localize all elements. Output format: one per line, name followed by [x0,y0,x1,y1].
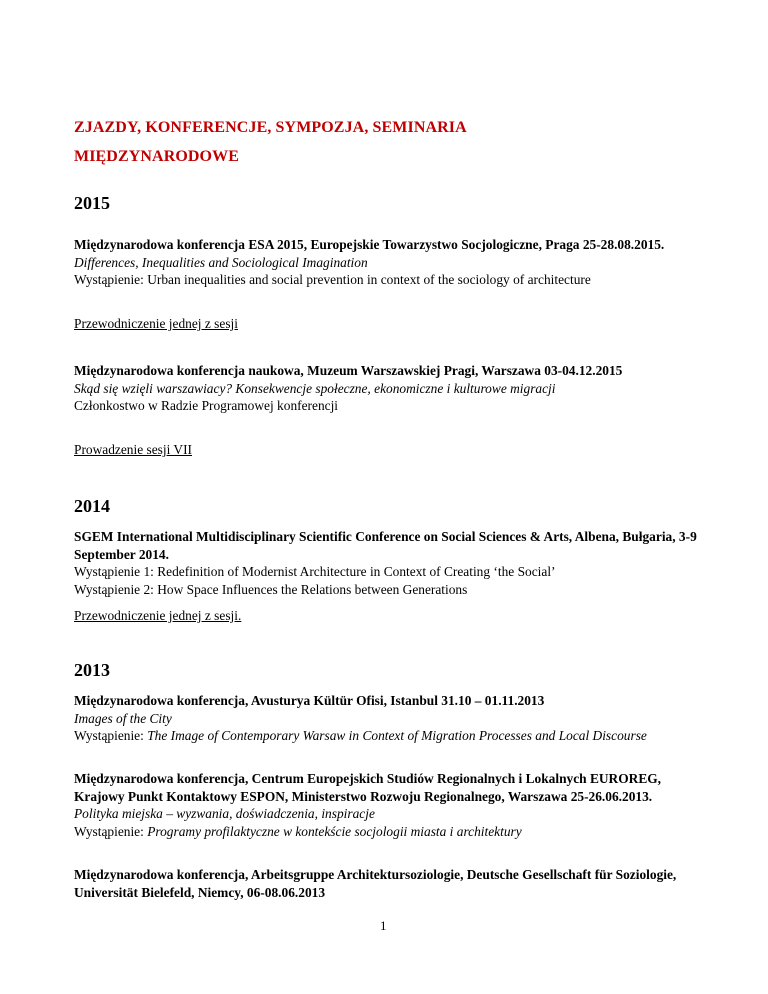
page-number: 1 [380,918,387,933]
talk-title: Programy profilaktyczne w kontekście socjologii miasta i architektury [147,823,522,839]
conference-subtitle: Differences, Inequalities and Sociological Imagination [74,254,368,270]
year-heading-2013: 2013 [74,660,110,680]
conference-entry [74,236,714,289]
section-heading-line1: ZJAZDY, KONFERENCJE, SYMPOZJA, SEMINARIA [74,119,467,136]
conference-entry [74,770,714,840]
role-line: Członkostwo w Radzie Programowej konferencji [74,398,339,413]
section-heading-line2: MIĘDZYNARODOWE [74,148,239,165]
talk-title: The Image of Contemporary Warsaw in Context of Migration Processes and Local Discourse [147,728,647,743]
conference-title: Międzynarodowa konferencja, Centrum Europejskich Studiów Regionalnych i Lokalnych EUROREG, Krajowy Punkt Kontaktowy ESPON, Ministerstwo Rozwoju Regionalnego, Warszawa 25-26.06.2013. [74,771,662,804]
talk-line [74,727,714,745]
conference-entry [74,866,714,901]
talk-line-2: Wystąpienie 2: How Space Influences the Relations between Generations [74,581,468,597]
conference-title: SGEM International Multidisciplinary Scientific Conference on Social Sciences & Arts, Albena, Bułgaria, 3-9 September 2014. [74,529,697,562]
session-note: Przewodniczenie jednej z sesji [74,316,238,331]
year-heading-2014: 2014 [74,496,110,516]
talk-line-1: Wystąpienie 1: Redefinition of Modernist Architecture in Context of Creating ‘the Social’ [74,564,556,579]
talk-label: Wystąpienie: [74,823,148,839]
conference-entry [74,362,714,415]
session-note: Prowadzenie sesji VII [74,442,193,457]
conference-entry [74,692,714,745]
conference-title: Międzynarodowa konferencja, Avusturya Kültür Ofisi, Istanbul 31.10 – 01.11.2013 [74,693,545,708]
session-note: Przewodniczenie jednej z sesji. [74,608,242,623]
conference-subtitle: Polityka miejska – wyzwania, doświadczenia, inspiracje [74,806,375,821]
conference-title: Międzynarodowa konferencja ESA 2015, Europejskie Towarzystwo Socjologiczne, Praga 25-28.08.2015. [74,237,665,252]
conference-subtitle: Images of the City [74,710,172,726]
talk-label: Wystąpienie: [74,728,148,743]
conference-entry [74,528,714,598]
talk-line: Wystąpienie: Urban inequalities and social prevention in context of the sociology of architecture [74,272,591,287]
conference-title: Międzynarodowa konferencja naukowa, Muzeum Warszawskiej Pragi, Warszawa 03-04.12.2015 [74,363,623,378]
year-heading-2015: 2015 [74,193,110,213]
talk-line [74,823,714,841]
conference-subtitle: Skąd się wzięli warszawiacy? Konsekwencje społeczne, ekonomiczne i kulturowe migracji [74,380,556,396]
conference-title: Międzynarodowa konferencja, Arbeitsgruppe Architektursoziologie, Deutsche Gesellschaft für Soziologie, Universität Bielefeld, Niemcy, 06-08.06.2013 [74,867,677,900]
